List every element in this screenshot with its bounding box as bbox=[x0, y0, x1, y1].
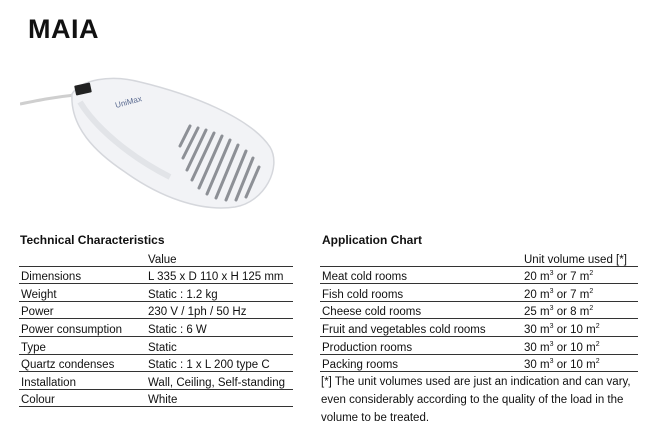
volume-value: 30 $m^3$ or 10 $m^2$ bbox=[522, 336, 638, 354]
spec-value: 230 V / 1ph / 50 Hz bbox=[146, 301, 293, 319]
table-row bbox=[320, 336, 638, 354]
table-row bbox=[19, 249, 293, 266]
spec-label: Type bbox=[19, 336, 146, 354]
spec-value: Static : 1 x L 200 type C bbox=[146, 354, 293, 372]
tech-table bbox=[19, 249, 293, 407]
room-label: Cheese cold rooms bbox=[320, 301, 522, 319]
spec-label: Installation bbox=[19, 372, 146, 390]
table-row bbox=[19, 336, 293, 354]
spec-label: Power bbox=[19, 301, 146, 319]
table-row bbox=[320, 266, 638, 284]
spec-label: Dimensions bbox=[19, 266, 146, 284]
volume-value: 25 $m^3$ or 8 $m^2$ bbox=[522, 301, 638, 319]
app-heading: Application Chart bbox=[322, 233, 423, 247]
table-row bbox=[19, 354, 293, 372]
room-label: Fruit and vegetables cold rooms bbox=[320, 319, 522, 337]
table-cell bbox=[19, 249, 146, 266]
table-row bbox=[19, 319, 293, 337]
table-row bbox=[19, 266, 293, 284]
spec-value: L 335 x D 110 x H 125 mm bbox=[146, 266, 293, 284]
room-label: Fish cold rooms bbox=[320, 284, 522, 302]
product-image bbox=[20, 72, 310, 222]
value-header: Value bbox=[146, 249, 293, 266]
volume-value: 30 $m^3$ or 10 $m^2$ bbox=[522, 319, 638, 337]
volume-value: 30 $m^3$ or 10 $m^2$ bbox=[522, 354, 638, 372]
table-cell bbox=[320, 249, 522, 266]
volume-value: 20 $m^3$ or 7 $m^2$ bbox=[522, 266, 638, 284]
table-row bbox=[320, 284, 638, 302]
spec-label: Weight bbox=[19, 284, 146, 302]
room-label: Packing rooms bbox=[320, 354, 522, 372]
product-logo: UniMax bbox=[114, 94, 143, 110]
spec-value: Wall, Ceiling, Self-standing bbox=[146, 372, 293, 390]
tech-heading: Technical Characteristics bbox=[20, 233, 165, 247]
spec-label: Colour bbox=[19, 389, 146, 407]
table-row bbox=[320, 249, 638, 266]
page-title: MAIA bbox=[28, 14, 99, 44]
spec-label: Quartz condenses bbox=[19, 354, 146, 372]
spec-value: Static : 6 W bbox=[146, 319, 293, 337]
spec-value: Static : 1.2 kg bbox=[146, 284, 293, 302]
spec-value: White bbox=[146, 389, 293, 407]
room-label: Meat cold rooms bbox=[320, 266, 522, 284]
spec-value: Static bbox=[146, 336, 293, 354]
table-row bbox=[320, 301, 638, 319]
table-row bbox=[19, 389, 293, 407]
room-label: Production rooms bbox=[320, 336, 522, 354]
footnote: [*] The unit volumes used are just an indication and can vary, even considerably according to the quality of the load in the volume to be treated. bbox=[321, 376, 631, 424]
table-row bbox=[19, 301, 293, 319]
table-row bbox=[320, 354, 638, 372]
spec-label: Power consumption bbox=[19, 319, 146, 337]
volume-header: Unit volume used [*] bbox=[522, 249, 638, 266]
table-row bbox=[19, 284, 293, 302]
volume-value: 20 $m^3$ or 7 $m^2$ bbox=[522, 284, 638, 302]
table-row bbox=[19, 372, 293, 390]
table-row bbox=[320, 319, 638, 337]
application-table bbox=[320, 249, 638, 372]
